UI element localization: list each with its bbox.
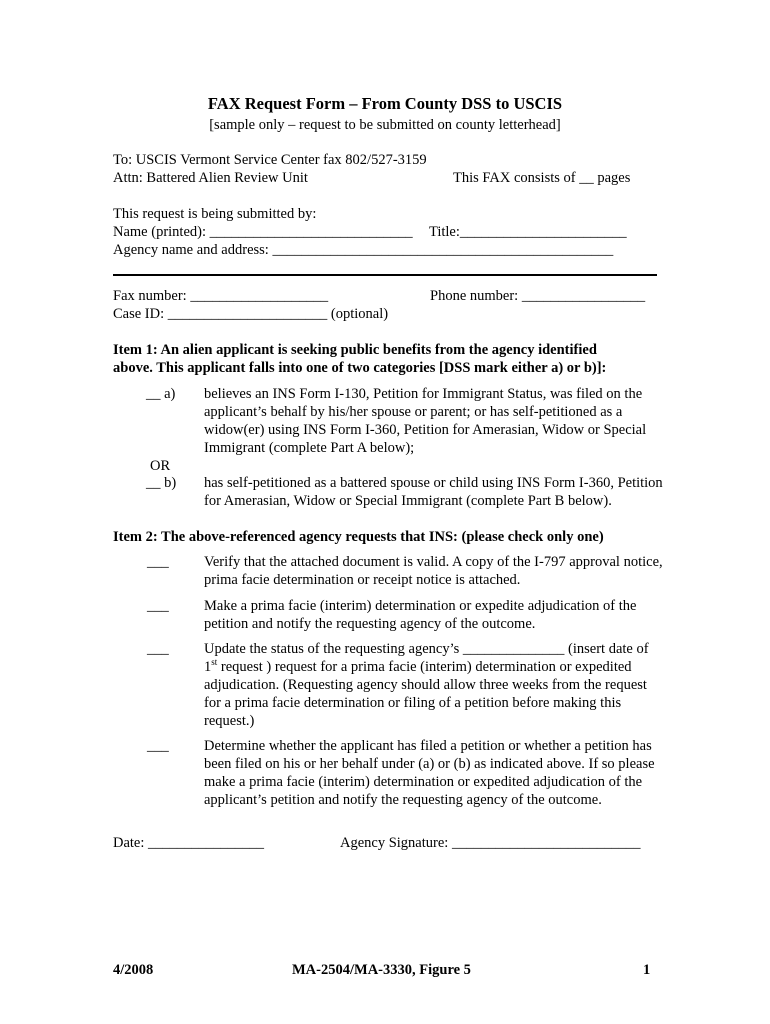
or-label: OR (150, 458, 171, 474)
item1-heading-line1: Item 1: An alien applicant is seeking public benefits from the agency identified (113, 342, 597, 358)
title-field: Title:_______________________ (429, 224, 627, 240)
case-id-field: Case ID: ______________________ (optional) (113, 306, 389, 322)
fax-number-field: Fax number: ___________________ (113, 288, 329, 304)
option3-checkbox: ___ (147, 641, 169, 657)
option3-text-part1: Update the status of the requesting agency’s ______________ (insert date of 1 (204, 641, 649, 675)
footer-form-ref: MA-2504/MA-3330, Figure 5 (292, 962, 471, 978)
attn-line: Attn: Battered Alien Review Unit (113, 170, 308, 186)
phone-number-field: Phone number: _________________ (430, 288, 646, 304)
option-b-label: __ b) (146, 475, 177, 491)
submitted-by-intro: This request is being submitted by: (113, 206, 317, 222)
date-field: Date: ________________ (113, 835, 265, 851)
option1-checkbox: ___ (147, 554, 169, 570)
fax-page-count: This FAX consists of __ pages (453, 170, 631, 186)
option-a-text: believes an INS Form I-130, Petition for Immigrant Status, was filed on the applicant’s behalf by his/her spouse or parent; or has self-petitioned as a widow(er) using INS Form I-360, Petition for Amerasian, Widow or Special Immigrant (complete Part A below); (204, 386, 647, 456)
footer-date: 4/2008 (113, 962, 154, 978)
form-title: FAX Request Form – From County DSS to USCIS (207, 94, 563, 113)
option2-text: Make a prima facie (interim) determination or expedite adjudication of the petition and notify the requesting agency of the outcome. (204, 598, 637, 632)
agency-field: Agency name and address: _______________________________________________ (113, 242, 614, 258)
item2-heading: Item 2: The above-referenced agency requests that INS: (please check only one) (113, 529, 604, 545)
option2-checkbox: ___ (147, 598, 169, 614)
option4-text: Determine whether the applicant has filed a petition or whether a petition has been filed on his or her behalf under (a) or (b) as indicated above. If so please make a prima facie (interim) determination or expedited adjudication of the applicant’s petition and notify the requesting agency of the outcome. (204, 738, 655, 808)
option1-text: Verify that the attached document is valid. A copy of the I-797 approval notice, prima facie determination or receipt notice is attached. (204, 554, 663, 588)
option-b-text: has self-petitioned as a battered spouse or child using INS Form I-360, Petition for Amerasian, Widow or Special Immigrant (complete Part B below). (204, 475, 663, 509)
form-subtitle: [sample only – request to be submitted on county letterhead] (209, 117, 561, 133)
section-divider (113, 274, 657, 276)
option3-text-part2: request ) request for a prima facie (interim) determination or expedited adjudication. (Requesting agency should allow three weeks from the request for a prima facie determination or filing of a petition before making this request.) (204, 659, 647, 729)
option-a-label: __ a) (146, 386, 176, 402)
name-field: Name (printed): ____________________________ (113, 224, 413, 240)
option4-checkbox: ___ (147, 738, 169, 754)
ordinal-suffix: st (211, 657, 218, 668)
to-line: To: USCIS Vermont Service Center fax 802/527-3159 (113, 152, 427, 168)
option3-text (204, 640, 664, 730)
item1-heading-line2: above. This applicant falls into one of two categories [DSS mark either a) or b)]: (113, 360, 607, 376)
footer-page-number: 1 (643, 962, 651, 978)
agency-signature-field: Agency Signature: __________________________ (340, 835, 641, 851)
